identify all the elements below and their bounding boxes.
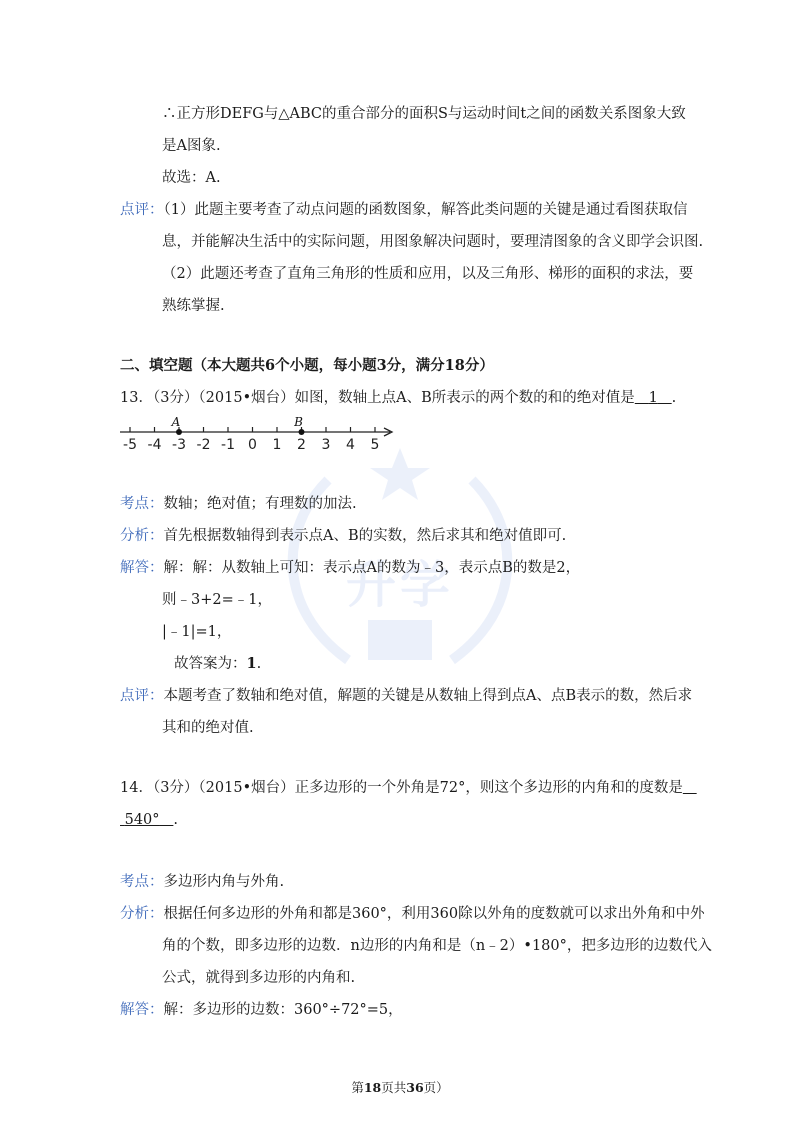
- section-heading: 二、填空题（本大题共6个小题，每小题3分，满分18分）: [120, 357, 494, 374]
- tick-label: -2: [196, 437, 211, 453]
- text-line: 息，并能解决生活中的实际问题，用图象解决问题时，要理清图象的含义即学会识图.: [162, 234, 704, 250]
- text-line: 则﹣3+2=﹣1，: [162, 592, 272, 608]
- tick-label: 1: [272, 437, 282, 453]
- answer-blank: 1: [648, 390, 658, 406]
- comment-row: [120, 200, 687, 220]
- kaodian-row: 考点：数轴；绝对值；有理数的加法.: [120, 496, 357, 512]
- answer-blank-head: [683, 780, 697, 796]
- dianping-row: 点评：本题考查了数轴和绝对值，解题的关键是从数轴上得到点A、点B表示的数，然后求: [120, 688, 693, 704]
- tick-label: -3: [172, 437, 186, 453]
- number-line: [118, 412, 408, 458]
- page-footer: 第18页共36页）: [351, 1080, 449, 1095]
- text-line: ∴正方形DEFG与△ABC的重合部分的面积S与运动时间t之间的函数关系图象大致: [162, 106, 686, 122]
- kaodian-row: 考点：多边形内角与外角.: [120, 874, 285, 890]
- jieda-row: 解答：解：解：从数轴上可知：表示点A的数为﹣3，表示点B的数是2，: [120, 560, 581, 576]
- text-line: 角的个数，即多边形的边数．n边形的内角和是（n﹣2）•180°，把多边形的边数代入: [162, 938, 712, 954]
- tick-label: 3: [321, 437, 331, 453]
- fenxi-row: 分析：首先根据数轴得到表示点A、B的实数，然后求其和绝对值即可.: [120, 528, 567, 544]
- tick-label: 0: [248, 437, 257, 453]
- text-line: 公式，就得到多边形的内角和.: [162, 970, 356, 986]
- watermark-text: 升学: [346, 556, 454, 614]
- comment-label: 点评：: [120, 202, 164, 218]
- point-b-dot: [299, 429, 305, 435]
- question-14-answer: 540° .: [124, 812, 178, 828]
- question-14-stem: 14．（3分）（2015•烟台）正多边形的一个外角是72°，则这个多边形的内角和的度数是: [120, 778, 697, 798]
- point-a-label: A: [171, 415, 181, 429]
- text-line: （1）此题主要考查了动点问题的函数图象，解答此类问题的关键是通过看图获取信: [163, 202, 688, 218]
- point-a-dot: [176, 429, 182, 435]
- jieda-row: 解答：解：多边形的边数：360°÷72°=5，: [120, 1002, 403, 1018]
- text-line: 其和的绝对值.: [162, 720, 254, 736]
- text-line: 是A图象.: [162, 138, 221, 154]
- text-line: 故选：A.: [162, 170, 221, 186]
- answer-line: 故答案为：1.: [174, 655, 262, 672]
- text-line: 熟练掌握.: [162, 298, 225, 314]
- tick-label: -1: [221, 437, 235, 453]
- tick-label: 4: [346, 437, 355, 453]
- fenxi-row: 分析：根据任何多边形的外角和都是360°，利用360除以外角的度数就可以求出外角和中外: [120, 906, 705, 922]
- question-13-stem: 13．（3分）（2015•烟台）如图，数轴上点A、B所表示的两个数的和的绝对值是 1 .: [120, 390, 677, 406]
- tick-label: 5: [370, 437, 380, 453]
- text-line: （2）此题还考查了直角三角形的性质和应用，以及三角形、梯形的面积的求法，要: [162, 266, 694, 282]
- text-line: |﹣1|=1，: [162, 624, 232, 640]
- tick-label: 2: [297, 437, 306, 453]
- tick-label: -5: [123, 437, 137, 453]
- tick-label: -4: [147, 437, 162, 453]
- point-b-label: B: [294, 415, 303, 429]
